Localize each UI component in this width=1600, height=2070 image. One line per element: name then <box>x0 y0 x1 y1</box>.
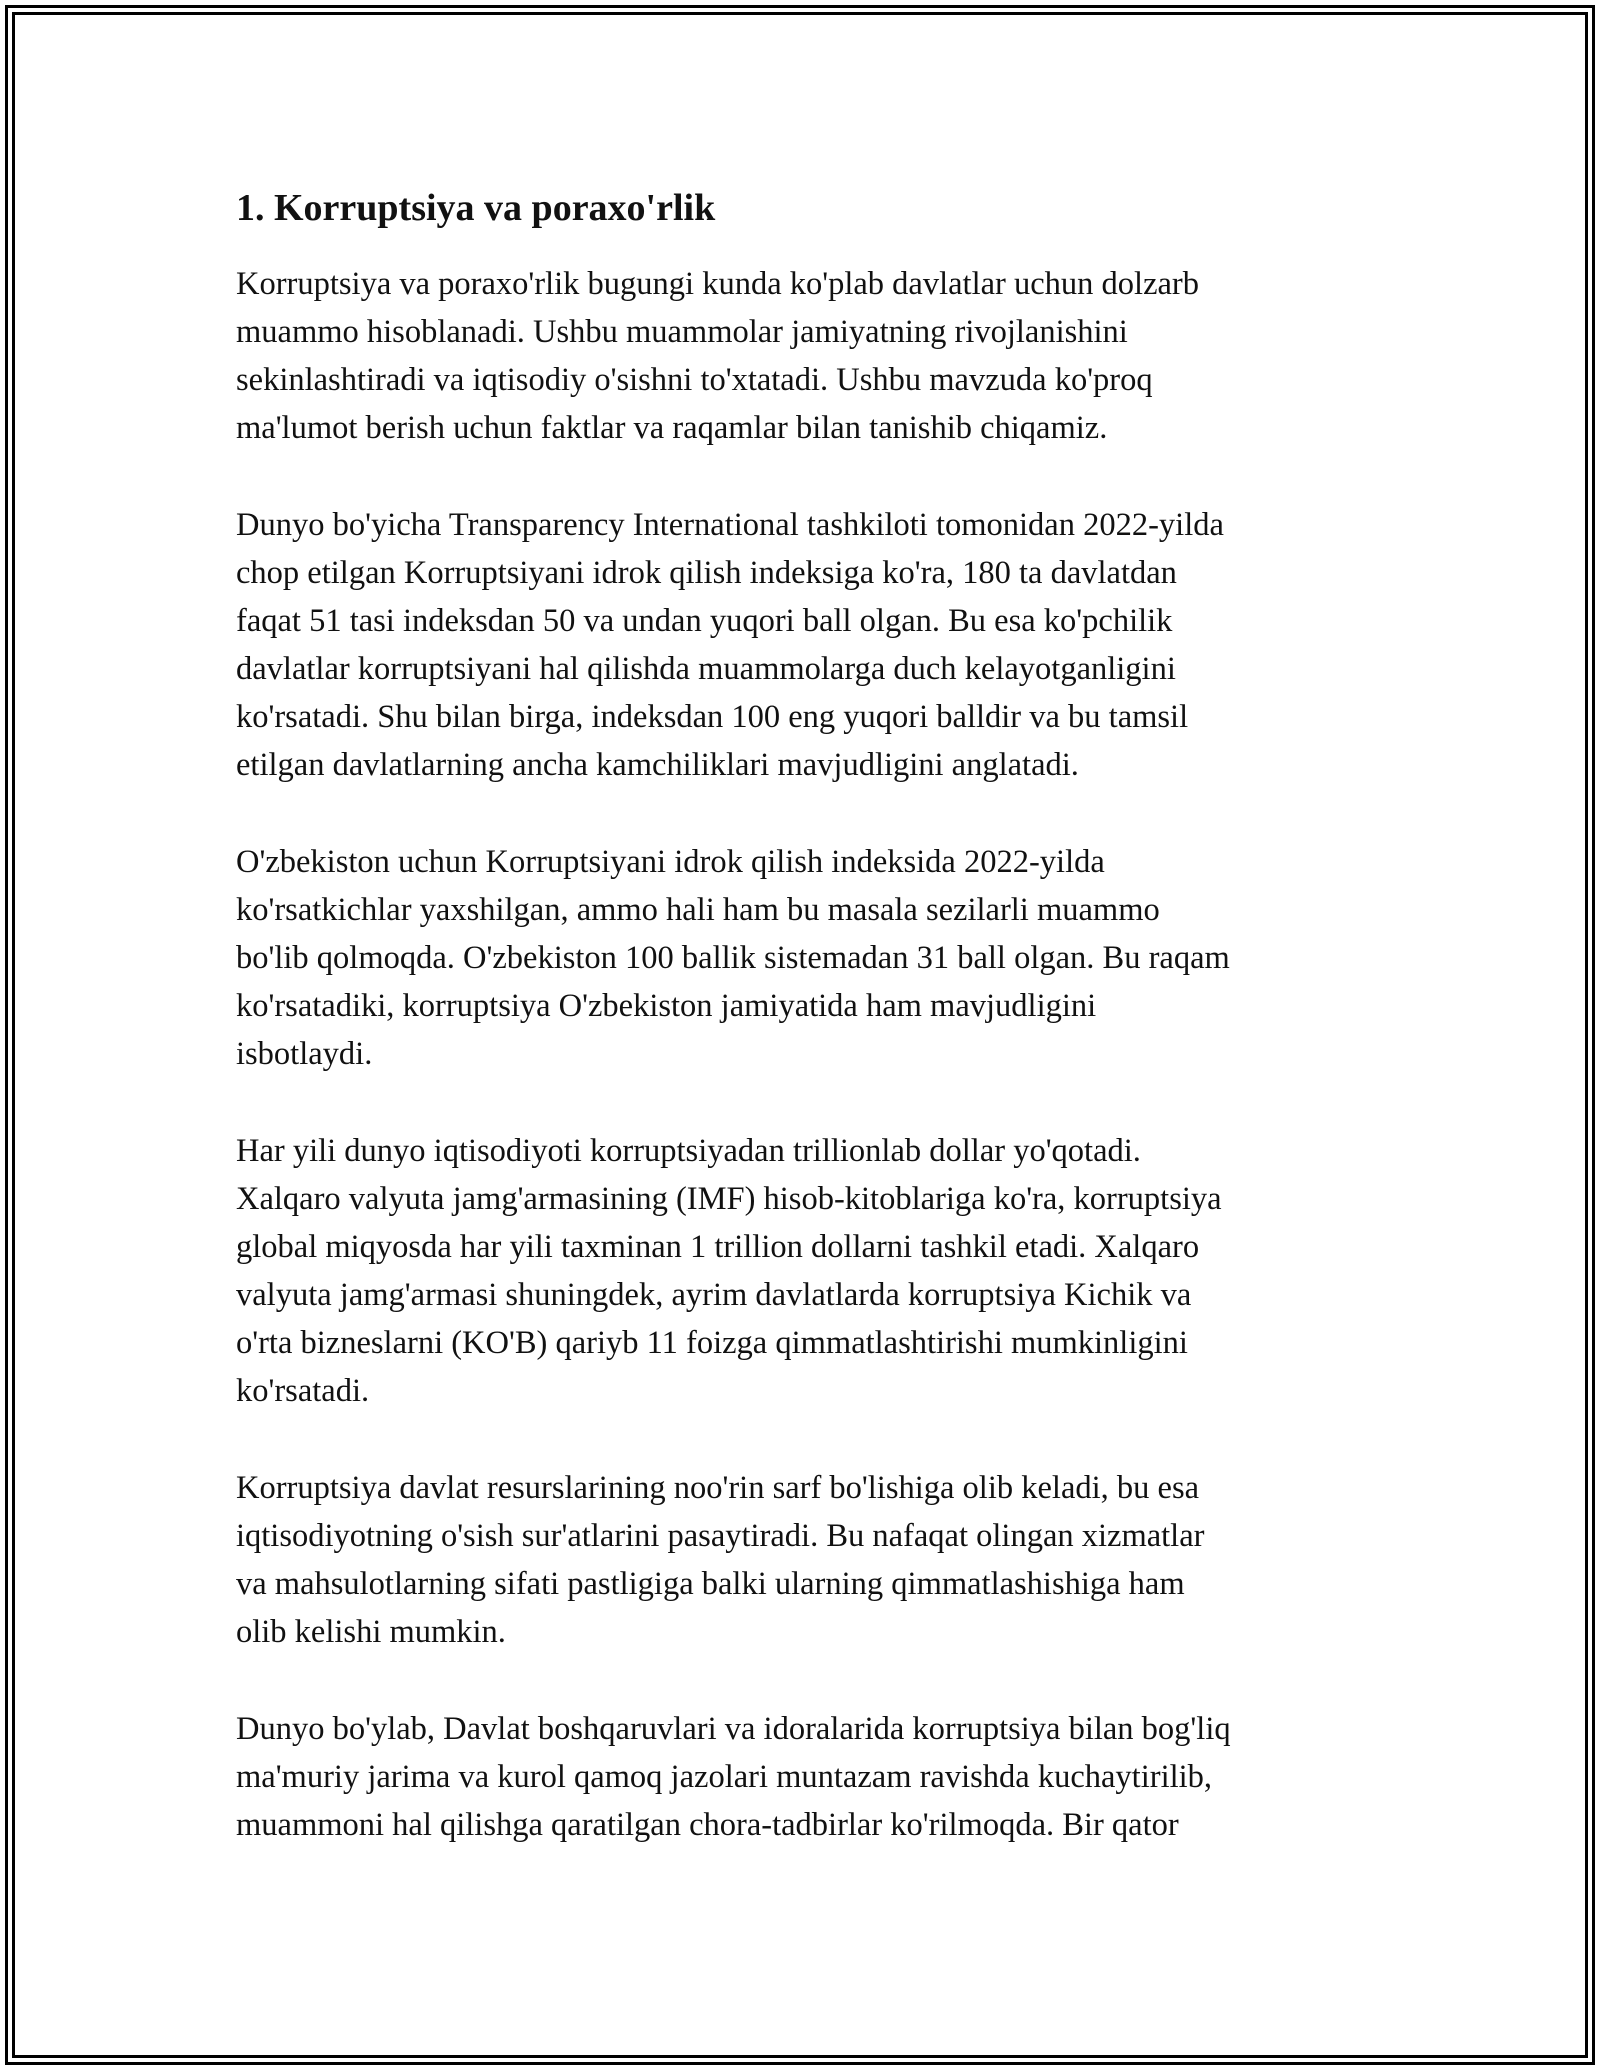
paragraph-global-measures: Dunyo bo'ylab, Davlat boshqaruvlari va idoralarida korruptsiya bilan bog'liq ma'muriy jarima va kurol qamoq jazolari muntazam ravishda kuchaytirilib, muammoni hal qilishga qaratilgan chora-tadbirlar ko'rilmoqda. Bir qator <box>236 1711 1231 1843</box>
paragraph-uzbekistan-score: O'zbekiston uchun Korruptsiyani idrok qilish indeksida 2022-yilda ko'rsatkichlar yaxshilgan, ammo hali ham bu masala sezilarli muammo bo'lib qolmoqda. O'zbekiston 100 ballik sistemadan 31 ball olgan. Bu raqam ko'rsatadiki, korruptsiya O'zbekiston jamiyatida ham mavjudligini isbotlaydi. <box>236 844 1230 1072</box>
document-body <box>236 184 1396 1898</box>
paragraph-resource-misuse: Korruptsiya davlat resurslarining noo'rin sarf bo'lishiga olib keladi, bu esa iqtisodiyotning o'sish sur'atlarini pasaytiradi. Bu nafaqat olingan xizmatlar va mahsulotlarning sifati pastligiga balki ularning qimmatlashishiga ham olib kelishi mumkin. <box>236 1470 1205 1650</box>
section-heading: 1. Korruptsiya va poraxo'rlik <box>236 187 716 229</box>
paragraph-transparency-index: Dunyo bo'yicha Transparency International tashkiloti tomonidan 2022-yilda chop etilgan Korruptsiyani idrok qilish indeksiga ko'ra, 180 ta davlatdan faqat 51 tasi indeksdan 50 va undan yuqori ball olgan. Bu esa ko'pchilik davlatlar korruptsiyani hal qilishda muammolarga duch kelayotganligini ko'rsatadi. Shu bilan birga, indeksdan 100 eng yuqori balldir va bu tamsil etilgan davlatlarning ancha kamchiliklari mavjudligini anglatadi. <box>236 507 1224 783</box>
paragraph-imf-costs: Har yili dunyo iqtisodiyoti korruptsiyadan trillionlab dollar yo'qotadi. Xalqaro valyuta jamg'armasining (IMF) hisob-kitoblariga ko'ra, korruptsiya global miqyosda har yili taxminan 1 trillion dollarni tashkil etadi. Xalqaro valyuta jamg'armasi shuningdek, ayrim davlatlarda korruptsiya Kichik va o'rta bizneslarni (KO'B) qariyb 11 foizga qimmatlashtirishi mumkinligini ko'rsatadi. <box>236 1133 1222 1409</box>
paragraph-intro: Korruptsiya va poraxo'rlik bugungi kunda ko'plab davlatlar uchun dolzarb muammo hisoblanadi. Ushbu muammolar jamiyatning rivojlanishini sekinlashtiradi va iqtisodiy o'sishni to'xtatadi. Ushbu mavzuda ko'proq ma'lumot berish uchun faktlar va raqamlar bilan tanishib chiqamiz. <box>236 266 1199 446</box>
